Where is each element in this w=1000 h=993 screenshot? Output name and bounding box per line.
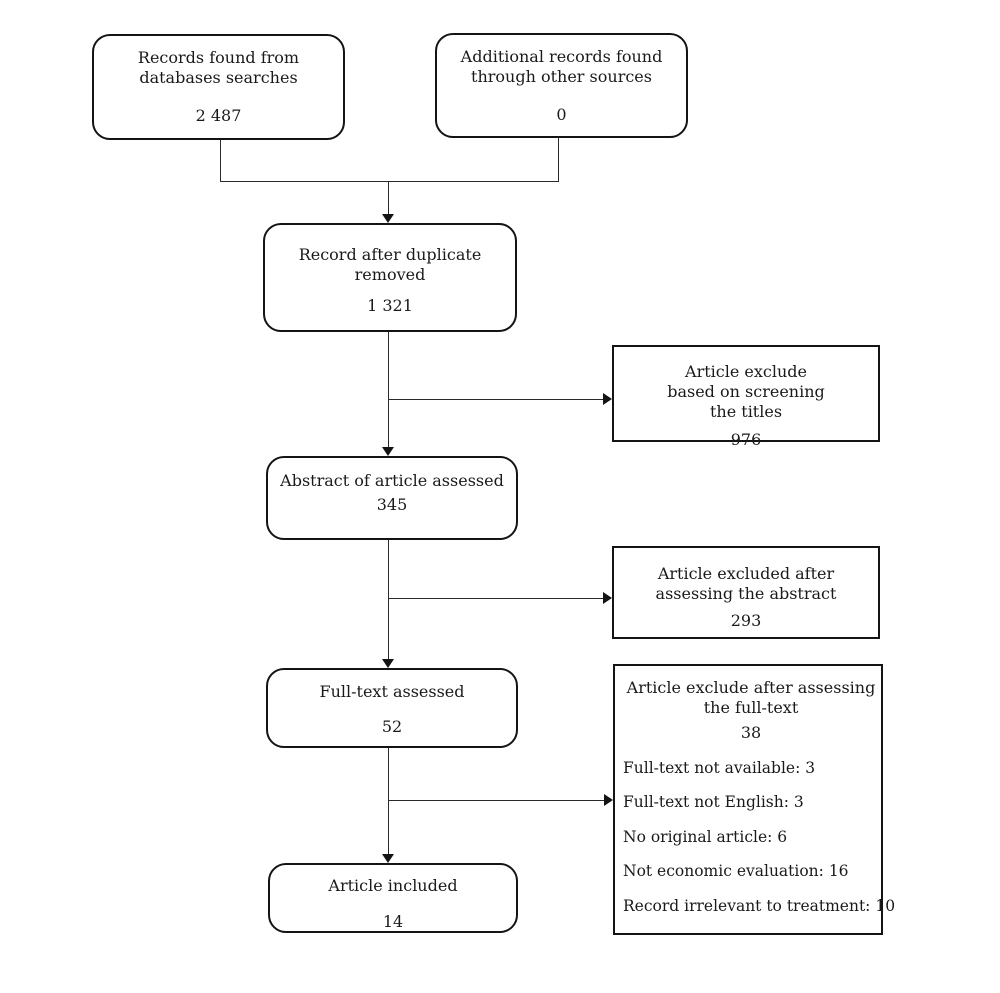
arrow-down-icon — [382, 447, 394, 456]
exclusion-reason: Full-text not English: 3 — [623, 793, 804, 812]
box-count: 14 — [382, 912, 404, 931]
box-after-duplicates-removed — [263, 223, 517, 332]
connector-line-databases-down — [220, 140, 221, 182]
box-count: 345 — [376, 495, 408, 514]
connector-line-branch-excluded-abstract — [388, 598, 604, 599]
box-count: 0 — [556, 105, 567, 124]
box-records-databases — [92, 34, 345, 140]
arrow-down-icon — [382, 854, 394, 863]
box-label: Records found from databases searches — [137, 48, 300, 87]
arrow-right-icon — [603, 393, 612, 405]
connector-line-branch-excluded-fulltext — [388, 800, 605, 801]
box-count: 52 — [381, 717, 403, 736]
arrow-down-icon — [382, 214, 394, 223]
exclusion-reason: Not economic evaluation: 16 — [623, 862, 849, 881]
connector-line-othersources-down — [558, 137, 559, 182]
exclusion-reason: Record irrelevant to treatment: 10 — [623, 896, 896, 915]
box-label: Record after duplicate removed — [298, 245, 482, 284]
box-excluded-by-fulltext — [613, 664, 896, 935]
connector-line-branch-excluded-titles — [388, 399, 604, 400]
box-excluded-by-titles — [612, 345, 880, 449]
box-label: Additional records found through other sources — [460, 47, 663, 86]
box-label: Article included — [328, 876, 458, 895]
connector-line-duplicates-to-abstract — [388, 331, 389, 450]
box-count: 2 487 — [195, 106, 242, 125]
box-excluded-by-abstract — [612, 546, 880, 639]
box-label: Full-text assessed — [319, 682, 465, 701]
box-count: 976 — [730, 430, 762, 449]
exclusion-reason: Full-text not available: 3 — [623, 759, 816, 777]
box-label: Article exclude after assessing the full-text — [626, 678, 876, 717]
box-label: Article exclude based on screening the titles — [667, 362, 825, 421]
box-abstract-assessed — [266, 456, 518, 540]
connector-line-to-duplicates — [388, 181, 389, 214]
box-articles-included — [268, 863, 518, 933]
box-count: 1 321 — [367, 296, 413, 315]
connector-line-abstract-to-fulltext — [388, 539, 389, 660]
box-label: Abstract of article assessed — [280, 471, 504, 490]
box-count: 293 — [730, 611, 762, 630]
exclusion-reason: No original article: 6 — [623, 827, 788, 846]
connector-line-merge-horizontal — [220, 181, 559, 182]
box-records-other-sources — [435, 33, 688, 138]
box-label: Article excluded after assessing the abstract — [655, 564, 837, 603]
arrow-right-icon — [603, 592, 612, 604]
box-fulltext-assessed — [266, 668, 518, 748]
box-count: 38 — [740, 723, 762, 742]
arrow-down-icon — [382, 659, 394, 668]
arrow-right-icon — [604, 794, 613, 806]
